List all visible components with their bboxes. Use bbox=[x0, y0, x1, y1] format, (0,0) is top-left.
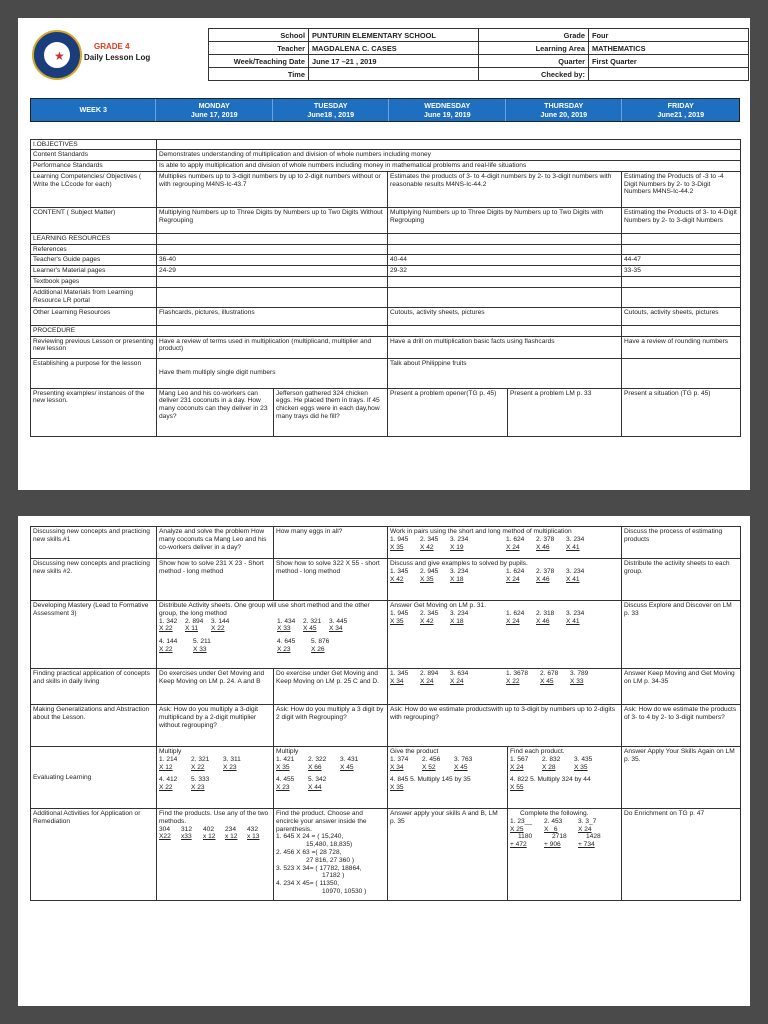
purpose-label: Establishing a purpose for the lesson bbox=[31, 358, 157, 388]
discussing-2-label: Discussing new concepts and practicing new skills #2. bbox=[31, 559, 157, 601]
school-value: PUNTURIN ELEMENTARY SCHOOL bbox=[309, 29, 479, 42]
practical-monday: Do exercises under Get Moving and Keep Moving on LM p. 24. A and B bbox=[157, 669, 274, 705]
discussing-1-monday: Analyze and solve the problem How many coconuts ca Mang Leo and his co-workers deliver in a day? bbox=[157, 527, 274, 559]
week-date-label: Week/Teaching Date bbox=[209, 55, 309, 68]
evaluating-friday: Answer Apply Your Skills Again on LM p. 35. bbox=[622, 747, 741, 809]
quarter-value: First Quarter bbox=[589, 55, 749, 68]
procedure-heading: PROCEDURE bbox=[31, 325, 157, 336]
time-value bbox=[309, 68, 479, 81]
learning-area-value: MATHEMATICS bbox=[589, 42, 749, 55]
discussing-2-tuesday: Show how to solve 322 X 55 - short method - long method bbox=[274, 559, 388, 601]
day-thursday: THURSDAY June 20, 2019 bbox=[506, 99, 623, 121]
day-wednesday: WEDNESDAY June 19, 2019 bbox=[389, 99, 506, 121]
lm-monday: 24-29 bbox=[157, 266, 388, 277]
review-friday: Have a review of rounding numbers bbox=[622, 336, 741, 358]
page-two bbox=[18, 516, 750, 1006]
presenting-label: Presenting examples/ instances of the new lesson. bbox=[31, 388, 157, 436]
grade-value: Four bbox=[589, 29, 749, 42]
other-wednesday: Cutouts, activity sheets, pictures bbox=[388, 307, 622, 325]
presenting-tuesday: Jefferson gathered 324 chicken eggs. He placed them in trays. If 45 chicken eggs were in each day,how many trays did he fill? bbox=[274, 388, 388, 436]
practical-tuesday: Do exercise under Get Moving and Keep Moving on LM p. 25 C and D. bbox=[274, 669, 388, 705]
additional-wednesday: Answer apply your skills A and B, LM p. 35 bbox=[388, 809, 508, 901]
checked-by-label: Checked by: bbox=[479, 68, 589, 81]
evaluating-thursday: Find each product. 1. 567 2. 832 3. 435 X 24 X 28 X 35 4. 822 5. Multiply 324 by 44 X 55 bbox=[508, 747, 622, 809]
content-standards-value: Demonstrates understanding of multiplication and division of whole numbers including money bbox=[157, 150, 741, 161]
week-label: WEEK 3 bbox=[31, 99, 156, 121]
day-tuesday: TUESDAY June18 , 2019 bbox=[273, 99, 390, 121]
day-monday: MONDAY June 17, 2019 bbox=[156, 99, 273, 121]
time-label: Time bbox=[209, 68, 309, 81]
additional-thursday: Complete the following. 1. 23__ 2. 453 3. 3_7 X 25 X _6 X 24 1180 2718 1428 + 472 + 906 + 734 bbox=[508, 809, 622, 901]
competencies-wednesday: Estimates the products of 3- to 4-digit numbers by 2- to 3-digit numbers with reasonable results M4NS-Ic-44.2 bbox=[388, 171, 622, 207]
discussing-1-friday: Discuss the process of estimating products bbox=[622, 527, 741, 559]
practical-friday: Answer Keep Moving and Get Moving on LM p. 34-35 bbox=[622, 669, 741, 705]
day-friday: FRIDAY June21 , 2019 bbox=[657, 101, 705, 119]
discussing-1-tuesday: How many eggs in all? bbox=[274, 527, 388, 559]
discussing-1-wednesday: Work in pairs using the short and long method of multiplication 1. 945 2. 345 3. 234 1. 624 2. 378 3. 234 X 35 X 42 X 19 X 24 X 46 X 41 bbox=[388, 527, 622, 559]
week-date-value: June 17 –21 , 2019 bbox=[309, 55, 479, 68]
practical-label: Finding practical application of concepts and skills in daily living bbox=[31, 669, 157, 705]
checked-by-value bbox=[589, 68, 749, 81]
review-monday: Have a review of terms used in multiplication (multiplicand, multiplier and product) bbox=[157, 336, 388, 358]
content-standards-label: Content Standards bbox=[31, 150, 157, 161]
lm-friday: 33-35 bbox=[622, 266, 741, 277]
presenting-friday: Present a situation (TG p. 45) bbox=[622, 388, 741, 436]
additional-monday: Find the products. Use any of the two methods. 304 312 402 234 432 X22 x33 x 12 x 12 x 13 bbox=[157, 809, 274, 901]
mastery-label: Developing Mastery (Lead to Formative Assessment 3) bbox=[31, 601, 157, 669]
evaluating-label: Evaluating Learning bbox=[31, 747, 157, 809]
references-label: References bbox=[31, 244, 157, 255]
evaluating-monday: Multiply 1. 214 2. 321 3. 311 X 12 X 22 X 23 4. 412 5. 333 X 22 X 23 bbox=[157, 747, 274, 809]
generalization-friday: Ask: How do we estimate the products of 3- to 4 by 2- to 3-digit numbers? bbox=[622, 705, 741, 747]
evaluating-tuesday: Multiply 1. 421 2. 322 3. 431 X 35 X 66 X 45 4. 455 5. 342 X 23 X 44 bbox=[274, 747, 388, 809]
practical-wednesday: 1. 345 2. 894 3. 634 1. 3678 2. 678 3. 789 X 34 X 24 X 24 X 22 X 45 X 33 bbox=[388, 669, 622, 705]
discussing-2-monday: Show how to solve 231 X 23 - Short method - long method bbox=[157, 559, 274, 601]
lm-wednesday: 29-32 bbox=[388, 266, 622, 277]
generalization-label: Making Generalizations and Abstraction about the Lesson. bbox=[31, 705, 157, 747]
lesson-table-part1 bbox=[30, 130, 740, 437]
content-label: CONTENT ( Subject Matter) bbox=[31, 207, 157, 233]
learning-resources-heading: LEARNING RESOURCES bbox=[31, 233, 157, 244]
additional-friday: Do Enrichment on TG p. 47 bbox=[622, 809, 741, 901]
review-label: Reviewing previous Lesson or presenting new lesson bbox=[31, 336, 157, 358]
discussing-2-wednesday: Discuss and give examples to solved by pupils. 1. 345 2. 945 3. 234 1. 624 2. 378 3. 234 X 42 X 35 X 18 X 24 X 46 X 41 bbox=[388, 559, 622, 601]
objectives-heading: I.OBJECTIVES bbox=[31, 139, 157, 150]
competencies-monday: Multiplies numbers up to 3-digit numbers by up to 2-digit numbers without or with regrouping M4NS-Ic-43.7 bbox=[157, 171, 388, 207]
other-resources-label: Other Learning Resources bbox=[31, 307, 157, 325]
other-friday: Cutouts, activity sheets, pictures bbox=[622, 307, 741, 325]
teachers-guide-label: Teacher's Guide pages bbox=[31, 255, 157, 266]
mastery-monday: Distribute Activity sheets. One group will use short method and the other group, the long method 1. 342 2. 894 3. 144 1. 434 2. 321 3. 445 X 22 X 11 X 22 X 33 X 45 X 34 4. 144 5. 211 4. 645 5. 876 X 22 X 33 X 23 X 26 bbox=[157, 601, 388, 669]
mastery-wednesday: Answer Get Moving on LM p. 31. 1. 945 2. 345 3. 234 1. 624 2. 318 3. 234 X 35 X 42 X 18 X 24 X 46 X 41 bbox=[388, 601, 622, 669]
generalization-monday: Ask: How do you multiply a 3-digit multiplicand by a 2-digit multiplier without regrouping? bbox=[157, 705, 274, 747]
review-wednesday: Have a drill on multiplication basic facts using flashcards bbox=[388, 336, 622, 358]
discussing-2-friday: Distribute the activity sheets to each group. bbox=[622, 559, 741, 601]
page-one bbox=[18, 18, 750, 490]
teacher-value: MAGDALENA C. CASES bbox=[309, 42, 479, 55]
learning-area-label: Learning Area bbox=[479, 42, 589, 55]
presenting-thursday: Present a problem LM p. 33 bbox=[508, 388, 622, 436]
lesson-table-part2 bbox=[30, 526, 740, 901]
teacher-label: Teacher bbox=[209, 42, 309, 55]
mastery-friday: Discuss Explore and Discover on LM p. 33 bbox=[622, 601, 741, 669]
tg-friday: 44-47 bbox=[622, 255, 741, 266]
generalization-wednesday: Ask: How do we estimate productswith up to 3-digit by numbers up to 2-digits with regrouping? bbox=[388, 705, 622, 747]
purpose-monday: Have them multiply single digit numbers bbox=[157, 358, 388, 388]
document-title: Daily Lesson Log bbox=[84, 53, 151, 62]
quarter-label: Quarter bbox=[479, 55, 589, 68]
textbook-pages-label: Textbook pages bbox=[31, 277, 157, 288]
presenting-wednesday: Present a problem opener(TG p. 45) bbox=[388, 388, 508, 436]
performance-standards-label: Performance Standards bbox=[31, 161, 157, 172]
purpose-wednesday: Talk about Philippine fruits bbox=[388, 358, 622, 388]
school-label: School bbox=[209, 29, 309, 42]
learners-material-label: Learner's Material pages bbox=[31, 266, 157, 277]
generalization-tuesday: Ask: How do you multiply a 3 digit by 2 digit with Regrouping? bbox=[274, 705, 388, 747]
content-wednesday: Multiplying Numbers up to Three Digits by Numbers up to Two Digits with Regrouping bbox=[388, 207, 622, 233]
additional-materials-label: Additional Materials from Learning Resource LR portal bbox=[31, 287, 157, 307]
content-monday: Multiplying Numbers up to Three Digits by Numbers up to Two Digits Without Regrouping bbox=[157, 207, 388, 233]
discussing-1-label: Discussing new concepts and practicing new skills.#1 bbox=[31, 527, 157, 559]
evaluating-wednesday: Give the product 1. 374 2. 456 3. 763 X 34 X 52 X 45 4. 845 5. Multiply 145 by 35 X 35 bbox=[388, 747, 508, 809]
content-friday: Estimating the Products of 3- to 4-Digit Numbers by 2- to 3-digit Numbers bbox=[622, 207, 741, 233]
grade-label: Grade bbox=[479, 29, 589, 42]
additional-tuesday: Find the product. Choose and encircle your answer inside the parenthesis. 1. 645 X 24 = ( 15,240, 15,480, 18,835) 2. 456 X 63 =( 28 728, 27 816, 27 360 ) 3. 523 X 34= ( 17782, 18864, 17182 ) 4. 234 X 45= ( 11350, 10970, 10530 ) bbox=[274, 809, 388, 901]
competencies-label: Learning Competencies/ Objectives ( Write the LCcode for each) bbox=[31, 171, 157, 207]
other-monday: Flashcards, pictures, illustrations bbox=[157, 307, 388, 325]
week-days-bar bbox=[30, 98, 740, 122]
tg-wednesday: 40-44 bbox=[388, 255, 622, 266]
tg-monday: 36-40 bbox=[157, 255, 388, 266]
performance-standards-value: Is able to apply multiplication and division of whole numbers including money in mathematical problems and real-life situations bbox=[157, 161, 741, 172]
deped-seal-logo: ★ bbox=[32, 30, 82, 80]
additional-activities-label: Additional Activities for Application or Remediation bbox=[31, 809, 157, 901]
grade-logo-text: GRADE 4 bbox=[94, 42, 130, 51]
presenting-monday: Mang Leo and his co-workers can deliver 231 coconuts in a day. How many coconuts can they deliver in 23 days? bbox=[157, 388, 274, 436]
competencies-friday: Estimating the Products of -3 to -4 Digit Numbers by 2- to 3-Digit Numbers M4NS-Ic-44.2 bbox=[622, 171, 741, 207]
header-table bbox=[208, 28, 748, 86]
